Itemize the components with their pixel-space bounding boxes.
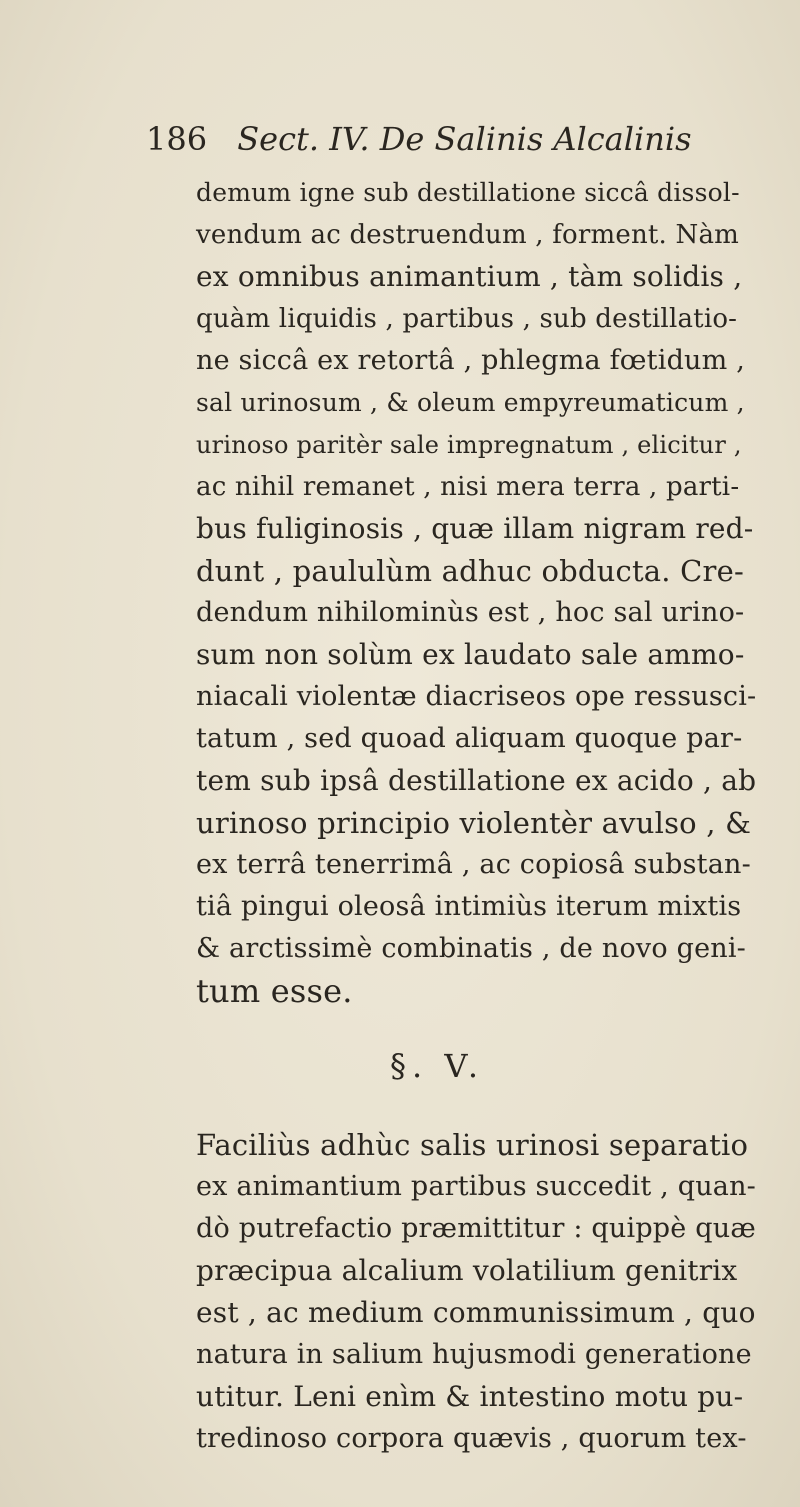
text-line: vendum ac destruendum , forment. Nàm: [196, 220, 739, 250]
text-line: urinoso principio violentèr avulso , &: [196, 806, 752, 840]
text-line: præcipua alcalium volatilium genitrix: [196, 1254, 738, 1287]
text-line: ex omnibus animantium , tàm solidis ,: [196, 260, 743, 293]
running-header: [146, 120, 706, 158]
text-line: natura in salium hujusmodi generatione: [196, 1339, 752, 1370]
section-heading: §. V.: [390, 1047, 485, 1085]
text-line: dendum nihilominùs est , hoc sal urino-: [196, 597, 745, 628]
text-line: tum esse.: [196, 972, 353, 1010]
text-line: sal urinosum , & oleum empyreumaticum ,: [196, 388, 745, 417]
text-line: est , ac medium communissimum , quo: [196, 1296, 756, 1329]
text-line: dunt , paululùm adhuc obducta. Cre-: [196, 554, 744, 588]
text-line: sum non solùm ex laudato sale ammo-: [196, 638, 745, 671]
text-line: niacali violentæ diacriseos ope ressusci-: [196, 681, 757, 712]
text-line: Faciliùs adhùc salis urinosi separatio: [196, 1128, 749, 1162]
text-line: bus fuliginosis , quæ illam nigram red-: [196, 512, 754, 545]
text-line: tatum , sed quoad aliquam quoque par-: [196, 723, 743, 754]
text-line: ex terrâ tenerrimâ , ac copiosâ substan-: [196, 849, 751, 880]
text-line: dò putrefactio præmittitur : quippè quæ: [196, 1213, 756, 1244]
text-line: utitur. Leni enìm & intestino motu pu-: [196, 1380, 744, 1413]
paragraph-1: [196, 172, 756, 1012]
text-line: & arctissimè combinatis , de novo geni-: [196, 933, 747, 964]
text-line: demum igne sub destillatione siccâ dissol-: [196, 178, 740, 207]
text-line: quàm liquidis , partibus , sub destillatio-: [196, 304, 738, 334]
text-line: ex animantium partibus succedit , quan-: [196, 1171, 757, 1202]
text-line: tredinoso corpora quævis , quorum tex-: [196, 1423, 747, 1454]
text-line: tem sub ipsâ destillatione ex acido , ab: [196, 764, 757, 797]
paragraph-2: [196, 1124, 756, 1460]
running-title: Sect. IV. De Salinis Alcalinis: [237, 120, 692, 158]
text-line: ne siccâ ex retortâ , phlegma fœtidum ,: [196, 345, 746, 376]
text-line: urinoso paritèr sale impregnatum , elicitur ,: [196, 431, 742, 459]
text-line: ac nihil remanet , nisi mera terra , parti-: [196, 472, 740, 502]
text-line: tiâ pingui oleosâ intimiùs iterum mixtis: [196, 891, 742, 922]
page-number: 186: [146, 120, 208, 158]
